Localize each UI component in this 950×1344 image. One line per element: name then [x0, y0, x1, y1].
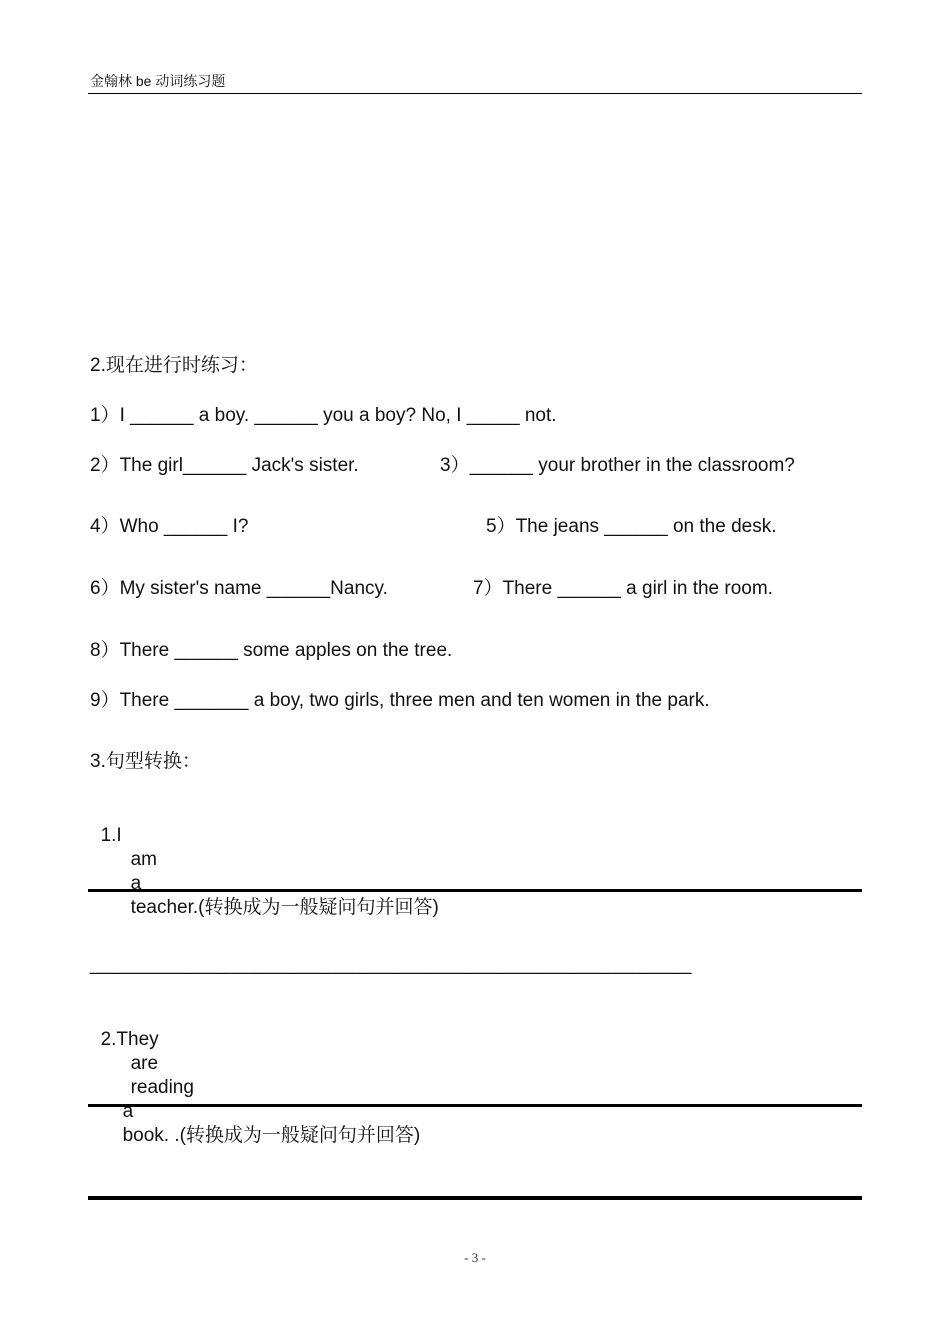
header-title: 金翰林 be 动词练习题	[90, 73, 226, 89]
item-2-word: reading	[130, 1077, 194, 1098]
item-1-word: teacher.(转换成为一般疑问句并回答)	[130, 897, 439, 918]
item-1-word: a	[130, 873, 142, 894]
question-2: 2）The girl______ Jack's sister.	[90, 455, 359, 476]
item-1-word: 1.I	[100, 825, 122, 846]
question-1: 1）I ______ a boy. ______ you a boy? No, I _____ not.	[90, 405, 557, 426]
header-divider	[88, 93, 862, 94]
answer-line[interactable]	[88, 1196, 862, 1200]
item-1-word: am	[130, 849, 157, 870]
question-9: 9）There _______ a boy, two girls, three men and ten women in the park.	[90, 690, 710, 711]
transform-item-1	[90, 800, 439, 920]
section-3-heading: 3.句型转换：	[90, 751, 201, 772]
question-3: 3）______ your brother in the classroom?	[440, 455, 795, 476]
question-7: 7）There ______ a girl in the room.	[473, 578, 773, 599]
item-2-word: are	[130, 1053, 159, 1074]
section-2-heading: 2.现在进行时练习：	[90, 355, 258, 376]
question-6: 6）My sister's name ______Nancy.	[90, 578, 388, 599]
question-5: 5）The jeans ______ on the desk.	[486, 516, 777, 537]
question-4: 4）Who ______ I?	[90, 516, 249, 537]
item-2-word: 2.They	[100, 1029, 159, 1050]
answer-line[interactable]	[88, 889, 862, 892]
item-2-word: book. .(转换成为一般疑问句并回答)	[122, 1125, 421, 1146]
page-number: - 3 -	[464, 1250, 486, 1265]
transform-item-2	[90, 1004, 420, 1148]
answer-line[interactable]	[88, 1104, 862, 1107]
item-2-word: a	[122, 1101, 134, 1122]
question-8: 8）There ______ some apples on the tree.	[90, 640, 453, 661]
answer-underscore-line: __________________________________________________________	[90, 954, 692, 975]
